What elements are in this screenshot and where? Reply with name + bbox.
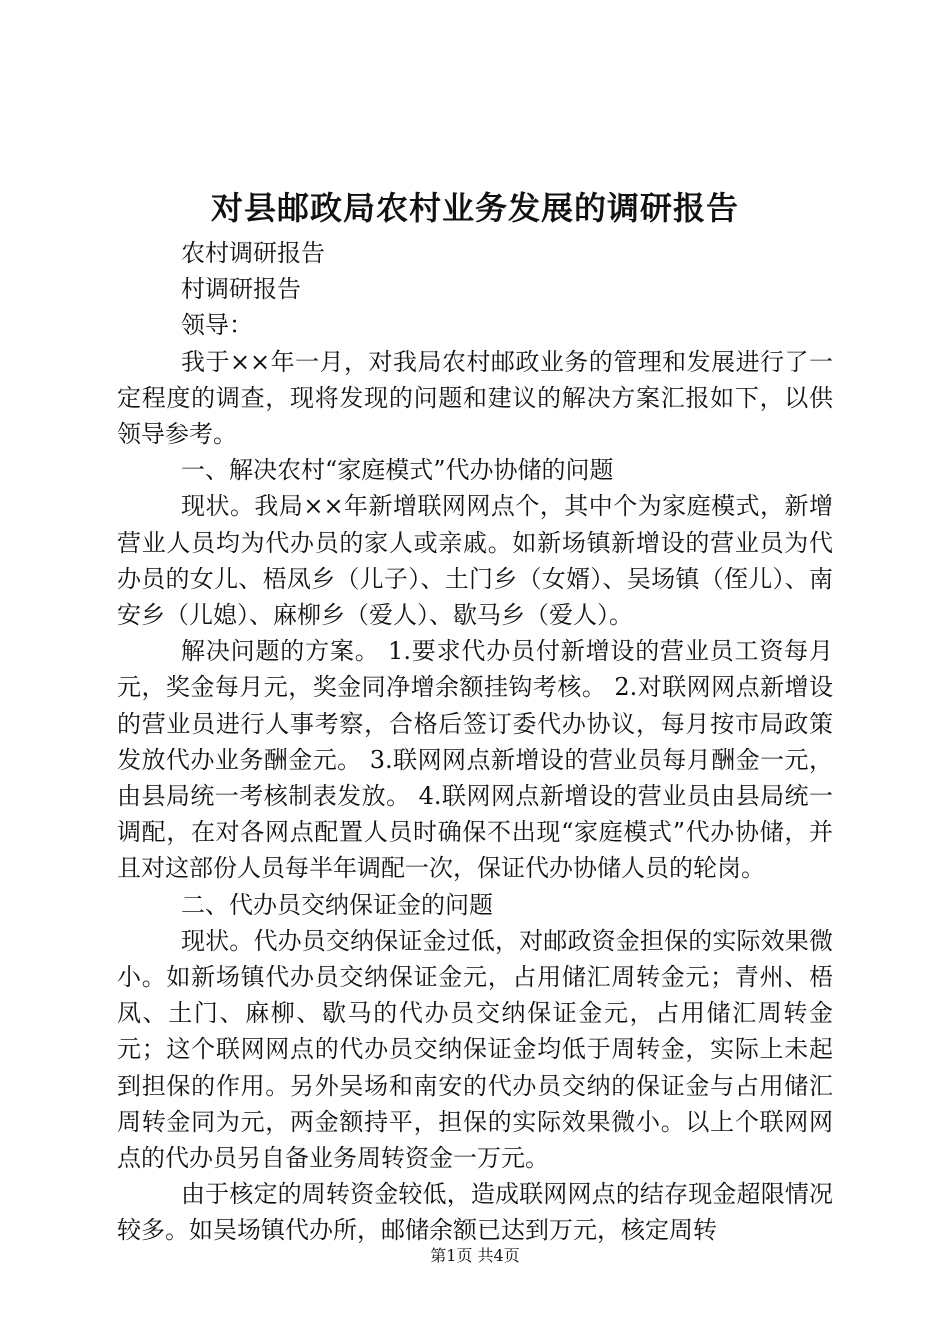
paragraph-subtitle-1: 农村调研报告 (181, 239, 325, 267)
paragraph-reason: 由于核定的周转资金较低，造成联网网点的结存现金超限情况较多。如吴场镇代办所，邮储余额已达到万元，核定周转 (117, 1180, 833, 1245)
section-heading-2: 二、代办员交纳保证金的问题 (181, 890, 493, 919)
paragraph-solution-1: 解决问题的方案。 1.要求代办员付新增设的营业员工资每月元，奖金每月元，奖金同净增余额挂钩考核。 2.对联网网点新增设的营业员进行人事考察，合格后签订委代办协议，每月按市局政策发放代办业务酬金元。 3.联网网点新增设的营业员每月酬金一元，由县局统一考核制表发放。 4.联网网点新增设的营业员由县局统一调配，在对各网点配置人员时确保不出现“家庭模式”代办协储，并且对这部份人员每半年调配一次，保证代办协储人员的轮岗。 (117, 637, 833, 883)
paragraph-subtitle-2: 村调研报告 (181, 275, 301, 304)
document-title: 对县邮政局农村业务发展的调研报告 (210, 189, 739, 227)
paragraph-salutation: 领导： (181, 311, 253, 340)
paragraph-status-1: 现状。我局××年新增联网网点个，其中个为家庭模式，新增营业人员均为代办员的家人或亲戚。如新场镇新增设的营业员为代办员的女儿、梧凤乡（儿子）、土门乡（女婿）、吴场镇（侄儿）、南安乡（儿媳）、麻柳乡（爱人）、歇马乡（爱人）。 (117, 492, 833, 630)
paragraph-status-2: 现状。代办员交纳保证金过低，对邮政资金担保的实际效果微小。如新场镇代办员交纳保证金元，占用储汇周转金元；青州、梧凤、土门、麻柳、歇马的代办员交纳保证金元，占用储汇周转金元；这个联网网点的代办员交纳保证金均低于周转金，实际上未起到担保的作用。另外吴场和南安的代办员交纳的保证金与占用储汇周转金同为元，两金额持平，担保的实际效果微小。以上个联网网点的代办员另自备业务周转资金一万元。 (117, 926, 833, 1173)
paragraph-intro: 我于××年一月，对我局农村邮政业务的管理和发展进行了一定程度的调查，现将发现的问题和建议的解决方案汇报如下，以供领导参考。 (117, 347, 833, 449)
document-body (117, 235, 833, 1249)
page-number: 第1页 共4页 (430, 1246, 520, 1265)
section-heading-1: 一、解决农村“家庭模式”代办协储的问题 (181, 456, 614, 485)
